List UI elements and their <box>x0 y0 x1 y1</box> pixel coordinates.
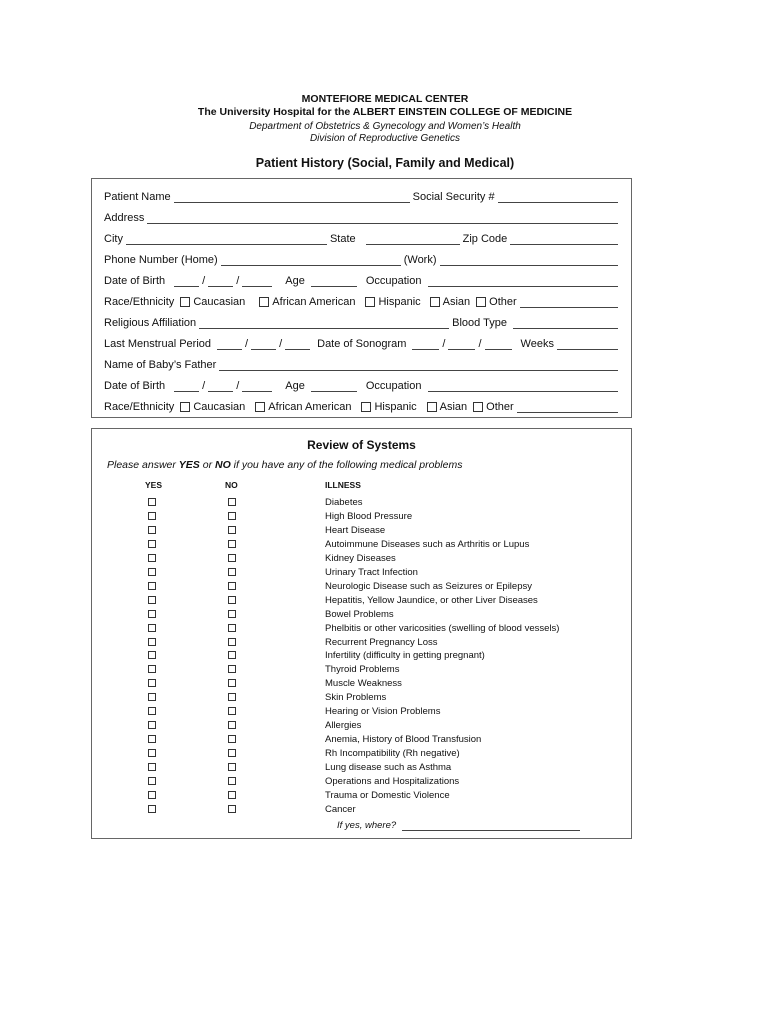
race-label: Race/Ethnicity <box>104 296 175 308</box>
father-age-field[interactable] <box>311 380 357 392</box>
illness-label: Hepatitis, Yellow Jaundice, or other Liver Diseases <box>325 594 538 606</box>
no-checkbox[interactable] <box>228 693 236 701</box>
caucasian-label: Caucasian <box>193 296 246 308</box>
if-yes-where <box>337 819 583 831</box>
phone-home-label: Phone Number (Home) <box>104 254 218 266</box>
address-label: Address <box>104 212 145 224</box>
father-dob-month-field[interactable] <box>174 380 199 392</box>
religious-label: Religious Affiliation <box>104 317 197 329</box>
illness-label: Cancer <box>325 803 356 815</box>
occupation-field[interactable] <box>428 275 619 287</box>
father-other-field[interactable] <box>517 401 618 413</box>
no-checkbox[interactable] <box>228 749 236 757</box>
slash: / <box>245 338 249 350</box>
father-other-label: Other <box>486 401 514 413</box>
illness-label: Thyroid Problems <box>325 664 400 676</box>
illness-label: Allergies <box>325 720 362 732</box>
no-checkbox[interactable] <box>228 582 236 590</box>
father-dob-day-field[interactable] <box>208 380 233 392</box>
other-checkbox[interactable] <box>476 297 486 307</box>
father-field[interactable] <box>219 359 618 371</box>
yes-checkbox[interactable] <box>148 763 156 771</box>
illness-label: Infertility (difficulty in getting pregnant) <box>325 650 485 662</box>
illness-label: Phelbitis or other varicosities (swelling of blood vessels) <box>325 622 560 634</box>
no-checkbox[interactable] <box>228 777 236 785</box>
illness-label: Hearing or Vision Problems <box>325 706 441 718</box>
yes-checkbox[interactable] <box>148 735 156 743</box>
row-city <box>104 231 621 245</box>
illness-label: High Blood Pressure <box>325 510 413 522</box>
instr-text: or <box>199 459 215 471</box>
instr-no: NO <box>214 459 231 471</box>
father-asian-label: Asian <box>439 401 468 413</box>
age-field[interactable] <box>311 275 357 287</box>
phone-work-field[interactable] <box>440 254 618 266</box>
department: Department of Obstetrics & Gynecology and Women’s Health <box>249 121 521 132</box>
form-title: Patient History (Social, Family and Medical) <box>255 156 515 170</box>
sonogram-day-field[interactable] <box>448 338 475 350</box>
weeks-label: Weeks <box>520 338 554 350</box>
age-label: Age <box>285 275 305 287</box>
no-checkbox[interactable] <box>228 512 236 520</box>
no-checkbox[interactable] <box>228 498 236 506</box>
african-american-checkbox[interactable] <box>259 297 269 307</box>
no-checkbox[interactable] <box>228 638 236 646</box>
ssn-label: Social Security # <box>412 191 495 203</box>
slash: / <box>478 338 482 350</box>
slash: / <box>442 338 446 350</box>
illness-label: Trauma or Domestic Violence <box>325 789 450 801</box>
city-label: City <box>104 233 123 245</box>
yes-checkbox[interactable] <box>148 777 156 785</box>
patient-name-field[interactable] <box>174 191 410 203</box>
if-yes-field[interactable] <box>402 819 580 831</box>
father-hispanic-checkbox[interactable] <box>361 402 371 412</box>
yes-checkbox[interactable] <box>148 651 156 659</box>
state-field[interactable] <box>366 233 460 245</box>
yes-checkbox[interactable] <box>148 582 156 590</box>
other-field[interactable] <box>520 296 618 308</box>
father-occupation-label: Occupation <box>365 380 422 392</box>
illness-label: Urinary Tract Infection <box>325 566 418 578</box>
yes-checkbox[interactable] <box>148 568 156 576</box>
father-dob-year-field[interactable] <box>242 380 272 392</box>
yes-checkbox[interactable] <box>148 498 156 506</box>
hispanic-checkbox[interactable] <box>365 297 375 307</box>
illness-label: Skin Problems <box>325 692 387 704</box>
row-lmp <box>104 336 621 350</box>
review-instructions <box>107 459 462 471</box>
no-checkbox[interactable] <box>228 554 236 562</box>
zip-field[interactable] <box>510 233 618 245</box>
city-field[interactable] <box>126 233 327 245</box>
no-checkbox[interactable] <box>228 610 236 618</box>
illness-label: Muscle Weakness <box>325 678 402 690</box>
yes-checkbox[interactable] <box>148 624 156 632</box>
father-hispanic-label: Hispanic <box>374 401 417 413</box>
row-race <box>104 294 621 308</box>
dob-year-field[interactable] <box>242 275 272 287</box>
no-checkbox[interactable] <box>228 596 236 604</box>
zip-label: Zip Code <box>462 233 508 245</box>
illness-label: Bowel Problems <box>325 608 394 620</box>
yes-checkbox[interactable] <box>148 512 156 520</box>
illness-label: Kidney Diseases <box>325 552 396 564</box>
division: Division of Reproductive Genetics <box>309 133 461 144</box>
yes-checkbox[interactable] <box>148 805 156 813</box>
yes-checkbox[interactable] <box>148 540 156 548</box>
caucasian-checkbox[interactable] <box>180 297 190 307</box>
father-race-label: Race/Ethnicity <box>104 401 175 413</box>
yes-checkbox[interactable] <box>148 679 156 687</box>
col-header-no: NO <box>225 480 238 490</box>
row-father <box>104 357 621 371</box>
no-checkbox[interactable] <box>228 679 236 687</box>
slash: / <box>202 380 206 392</box>
father-other-checkbox[interactable] <box>473 402 483 412</box>
yes-checkbox[interactable] <box>148 707 156 715</box>
patient-name-label: Patient Name <box>104 191 171 203</box>
illness-label: Diabetes <box>325 497 363 508</box>
blood-type-field[interactable] <box>513 317 618 329</box>
row-father-race <box>104 399 621 413</box>
row-phone <box>104 252 621 266</box>
asian-checkbox[interactable] <box>430 297 440 307</box>
no-checkbox[interactable] <box>228 805 236 813</box>
father-age-label: Age <box>285 380 305 392</box>
father-dob-label: Date of Birth <box>104 380 166 392</box>
instr-text: if you have any of the following medical problems <box>230 459 463 471</box>
illness-label: Heart Disease <box>325 524 386 536</box>
yes-checkbox[interactable] <box>148 693 156 701</box>
instr-yes: YES <box>178 459 200 471</box>
dob-label: Date of Birth <box>104 275 166 287</box>
father-label: Name of Baby’s Father <box>104 359 217 371</box>
if-yes-label: If yes, where? <box>337 820 397 831</box>
no-checkbox[interactable] <box>228 763 236 771</box>
yes-checkbox[interactable] <box>148 526 156 534</box>
col-header-illness: ILLNESS <box>325 480 361 490</box>
lmp-month-field[interactable] <box>217 338 242 350</box>
state-label: State <box>329 233 356 245</box>
no-checkbox[interactable] <box>228 735 236 743</box>
no-checkbox[interactable] <box>228 721 236 729</box>
father-asian-checkbox[interactable] <box>427 402 437 412</box>
illness-label: Anemia, History of Blood Transfusion <box>325 734 482 746</box>
dob-day-field[interactable] <box>208 275 233 287</box>
other-label: Other <box>489 296 517 308</box>
no-checkbox[interactable] <box>228 568 236 576</box>
lmp-label: Last Menstrual Period <box>104 338 211 350</box>
slash: / <box>279 338 283 350</box>
african-american-label: African American <box>272 296 356 308</box>
ssn-field[interactable] <box>498 191 618 203</box>
row-religion <box>104 315 621 329</box>
yes-checkbox[interactable] <box>148 791 156 799</box>
row-father-dob <box>104 378 621 392</box>
slash: / <box>236 275 240 287</box>
instr-text: Please answer <box>107 459 179 471</box>
org-name: MONTEFIORE MEDICAL CENTER <box>301 93 469 105</box>
blood-type-label: Blood Type <box>452 317 507 329</box>
row-address <box>104 210 621 224</box>
illness-label: Operations and Hospitalizations <box>325 776 460 787</box>
no-checkbox[interactable] <box>228 665 236 673</box>
sonogram-label: Date of Sonogram <box>317 338 407 350</box>
father-caucasian-label: Caucasian <box>193 401 246 413</box>
no-checkbox[interactable] <box>228 540 236 548</box>
col-header-yes: YES <box>145 480 163 490</box>
yes-checkbox[interactable] <box>148 721 156 729</box>
yes-checkbox[interactable] <box>148 638 156 646</box>
yes-checkbox[interactable] <box>148 749 156 757</box>
illness-label: Recurrent Pregnancy Loss <box>325 636 438 648</box>
yes-checkbox[interactable] <box>148 596 156 604</box>
illness-label: Autoimmune Diseases such as Arthritis or Lupus <box>325 538 530 550</box>
occupation-label: Occupation <box>365 275 422 287</box>
org-subtitle: The University Hospital for the ALBERT EINSTEIN COLLEGE OF MEDICINE <box>197 106 573 118</box>
father-caucasian-checkbox[interactable] <box>180 402 190 412</box>
weeks-field[interactable] <box>557 338 618 350</box>
slash: / <box>202 275 206 287</box>
phone-home-field[interactable] <box>221 254 401 266</box>
yes-checkbox[interactable] <box>148 665 156 673</box>
yes-checkbox[interactable] <box>148 554 156 562</box>
yes-checkbox[interactable] <box>148 610 156 618</box>
illness-label: Rh Incompatibility (Rh negative) <box>325 748 460 760</box>
no-checkbox[interactable] <box>228 791 236 799</box>
row-dob <box>104 273 621 287</box>
sonogram-year-field[interactable] <box>485 338 512 350</box>
sonogram-month-field[interactable] <box>412 338 439 350</box>
review-of-systems-section <box>91 428 632 839</box>
no-checkbox[interactable] <box>228 624 236 632</box>
no-checkbox[interactable] <box>228 526 236 534</box>
asian-label: Asian <box>442 296 471 308</box>
dob-month-field[interactable] <box>174 275 199 287</box>
no-checkbox[interactable] <box>228 651 236 659</box>
work-label: (Work) <box>403 254 437 266</box>
father-african-american-checkbox[interactable] <box>255 402 265 412</box>
lmp-year-field[interactable] <box>285 338 310 350</box>
lmp-day-field[interactable] <box>251 338 276 350</box>
father-occupation-field[interactable] <box>428 380 619 392</box>
patient-info-section <box>91 178 632 418</box>
religious-field[interactable] <box>199 317 449 329</box>
review-title: Review of Systems <box>307 438 416 452</box>
father-african-american-label: African American <box>268 401 352 413</box>
row-patient-name <box>104 189 621 203</box>
slash: / <box>236 380 240 392</box>
illness-label: Lung disease such as Asthma <box>325 762 452 774</box>
no-checkbox[interactable] <box>228 707 236 715</box>
address-field[interactable] <box>147 212 618 224</box>
illness-label: Neurologic Disease such as Seizures or Epilepsy <box>325 580 532 592</box>
hispanic-label: Hispanic <box>378 296 421 308</box>
